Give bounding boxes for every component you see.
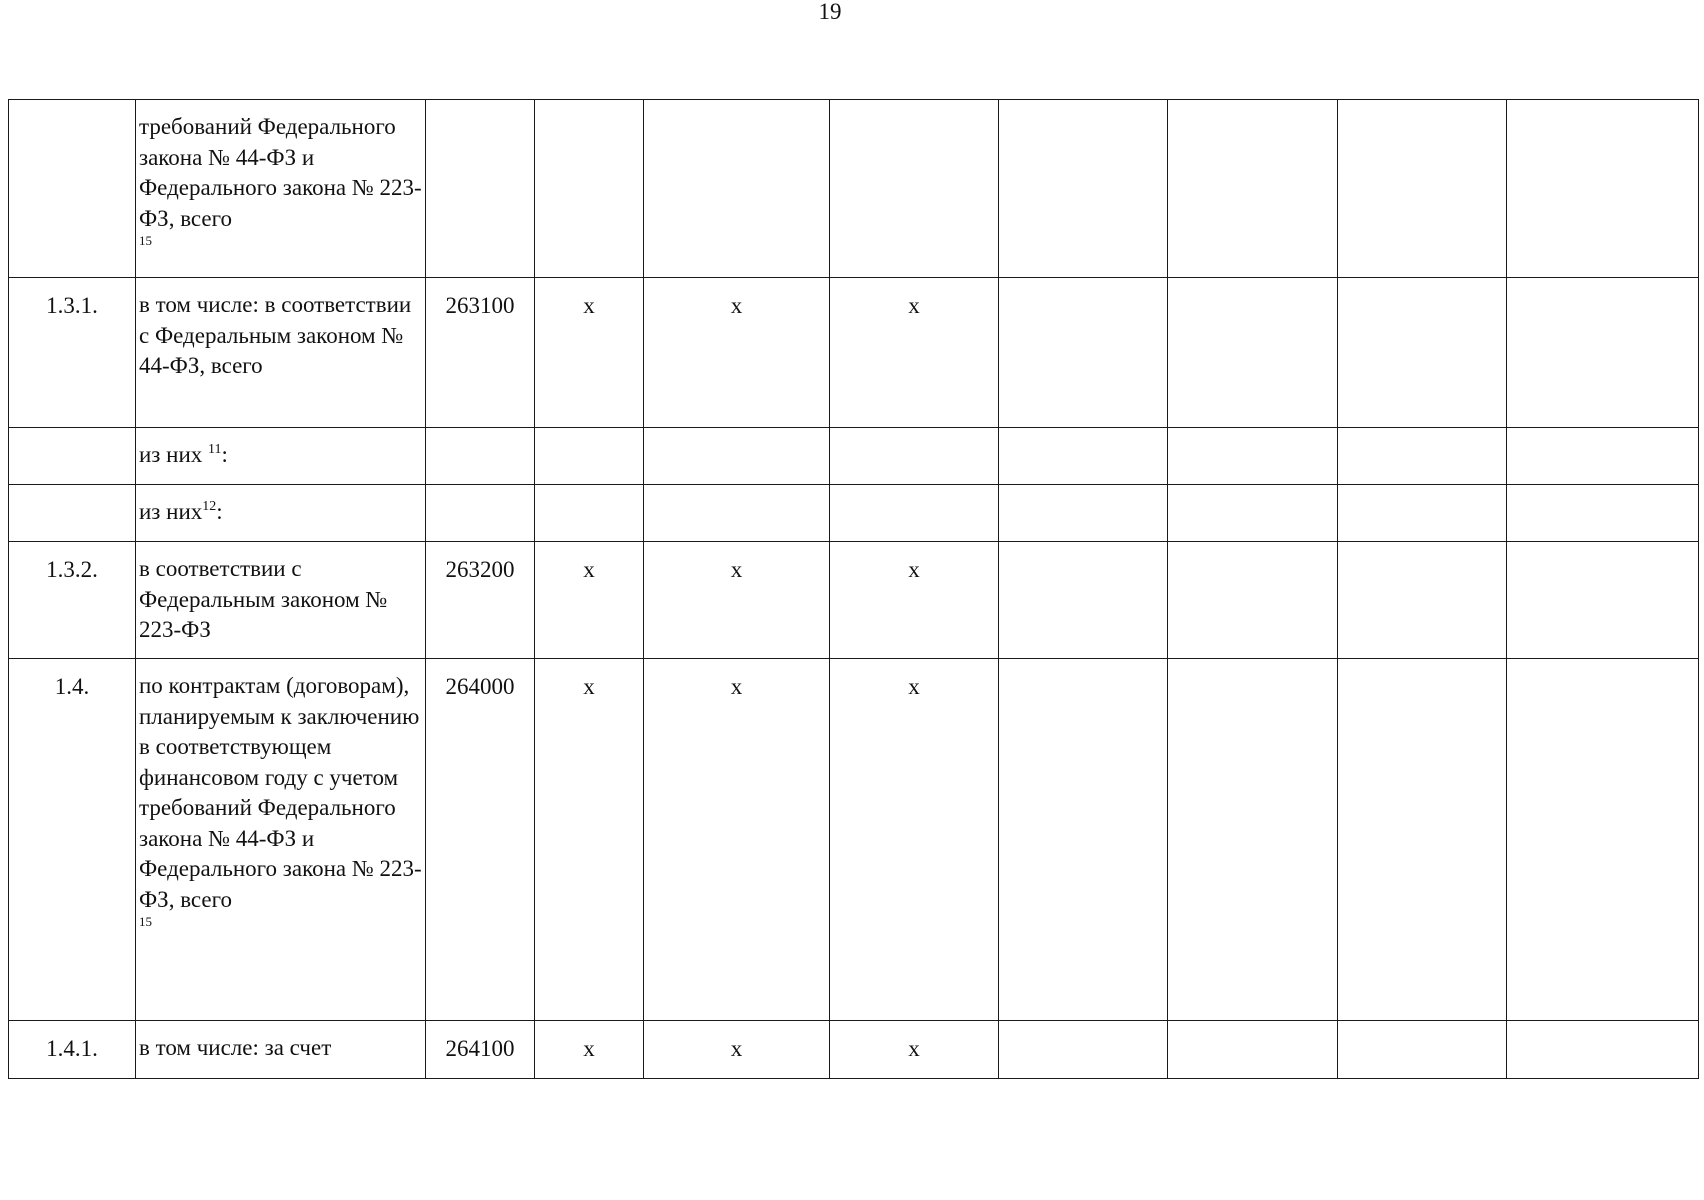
empty-cell xyxy=(1507,659,1699,1021)
table-row xyxy=(9,542,1699,659)
row-number-cell xyxy=(9,100,136,278)
empty-cell xyxy=(1168,542,1338,659)
footnote-ref: 11 xyxy=(208,442,222,457)
row-name-cell xyxy=(136,278,426,428)
row-code-cell: 264100 xyxy=(426,1021,535,1079)
table-row xyxy=(9,428,1699,485)
empty-cell xyxy=(999,1021,1168,1079)
row-number-cell xyxy=(9,428,136,485)
mark-cell: x xyxy=(644,278,830,428)
mark-cell: x xyxy=(644,542,830,659)
row-number-cell: 1.3.1. xyxy=(9,278,136,428)
row-name-text: из них xyxy=(139,499,203,524)
mark-cell: x xyxy=(644,1021,830,1079)
mark-cell xyxy=(535,100,644,278)
mark-cell: x xyxy=(535,278,644,428)
row-number-cell: 1.4.1. xyxy=(9,1021,136,1079)
report-table xyxy=(8,99,1699,1079)
mark-cell xyxy=(644,485,830,542)
empty-cell xyxy=(1338,485,1507,542)
mark-cell: x xyxy=(830,278,999,428)
mark-cell: x xyxy=(830,659,999,1021)
row-code-cell xyxy=(426,428,535,485)
empty-cell xyxy=(999,542,1168,659)
empty-cell xyxy=(1507,485,1699,542)
row-name-text: из них xyxy=(139,442,209,467)
row-name-text: по контрактам (договорам), планируемым к заключению в соответствующем финансовом году с учетом требований Федерального закона № 44-ФЗ и Федерального закона № 223-ФЗ, всего xyxy=(139,673,422,912)
mark-cell: x xyxy=(535,542,644,659)
row-name-text: требований Федерального закона № 44-ФЗ и Федерального закона № 223-ФЗ, всего xyxy=(139,114,422,231)
row-name-cell xyxy=(136,485,426,542)
empty-cell xyxy=(1168,278,1338,428)
empty-cell xyxy=(999,278,1168,428)
table-row xyxy=(9,659,1699,1021)
row-code-cell xyxy=(426,100,535,278)
row-code-cell: 263200 xyxy=(426,542,535,659)
empty-cell xyxy=(1507,100,1699,278)
row-name-text: в соответствии с Федеральным законом № 223-ФЗ xyxy=(139,556,388,642)
row-name-cell xyxy=(136,542,426,659)
mark-cell xyxy=(830,100,999,278)
empty-cell xyxy=(999,659,1168,1021)
row-name-cell xyxy=(136,428,426,485)
empty-cell xyxy=(1507,1021,1699,1079)
empty-cell xyxy=(999,485,1168,542)
row-name-cell xyxy=(136,659,426,1021)
mark-cell: x xyxy=(830,542,999,659)
empty-cell xyxy=(1338,100,1507,278)
empty-cell xyxy=(1338,659,1507,1021)
mark-cell: x xyxy=(535,659,644,1021)
mark-cell xyxy=(535,428,644,485)
footnote-ref: 15 xyxy=(139,233,152,248)
empty-cell xyxy=(1507,278,1699,428)
mark-cell xyxy=(535,485,644,542)
row-name-suffix: : xyxy=(221,442,228,467)
empty-cell xyxy=(1338,278,1507,428)
mark-cell xyxy=(644,100,830,278)
mark-cell xyxy=(830,428,999,485)
table-row xyxy=(9,1021,1699,1079)
mark-cell: x xyxy=(830,1021,999,1079)
row-code-cell: 264000 xyxy=(426,659,535,1021)
empty-cell xyxy=(999,428,1168,485)
empty-cell xyxy=(1168,100,1338,278)
empty-cell xyxy=(999,100,1168,278)
table-row xyxy=(9,100,1699,278)
empty-cell xyxy=(1507,542,1699,659)
row-name-text: в том числе: в соответствии с Федеральным законом № 44-ФЗ, всего xyxy=(139,292,412,378)
row-code-cell xyxy=(426,485,535,542)
empty-cell xyxy=(1338,542,1507,659)
empty-cell xyxy=(1338,428,1507,485)
empty-cell xyxy=(1168,1021,1338,1079)
row-name-cell xyxy=(136,1021,426,1079)
empty-cell xyxy=(1507,428,1699,485)
footnote-ref: 12 xyxy=(202,499,217,514)
empty-cell xyxy=(1338,1021,1507,1079)
row-name-cell xyxy=(136,100,426,278)
row-number-cell: 1.4. xyxy=(9,659,136,1021)
row-name-text: в том числе: за счет xyxy=(139,1035,332,1060)
empty-cell xyxy=(1168,659,1338,1021)
mark-cell xyxy=(644,428,830,485)
row-number-cell: 1.3.2. xyxy=(9,542,136,659)
empty-cell xyxy=(1168,485,1338,542)
mark-cell: x xyxy=(644,659,830,1021)
empty-cell xyxy=(1168,428,1338,485)
mark-cell xyxy=(830,485,999,542)
page-number: 19 xyxy=(818,0,842,24)
row-name-suffix: : xyxy=(216,499,223,524)
row-code-cell: 263100 xyxy=(426,278,535,428)
row-number-cell xyxy=(9,485,136,542)
mark-cell: x xyxy=(535,1021,644,1079)
table-row xyxy=(9,485,1699,542)
footnote-ref: 15 xyxy=(139,914,152,929)
table-row xyxy=(9,278,1699,428)
